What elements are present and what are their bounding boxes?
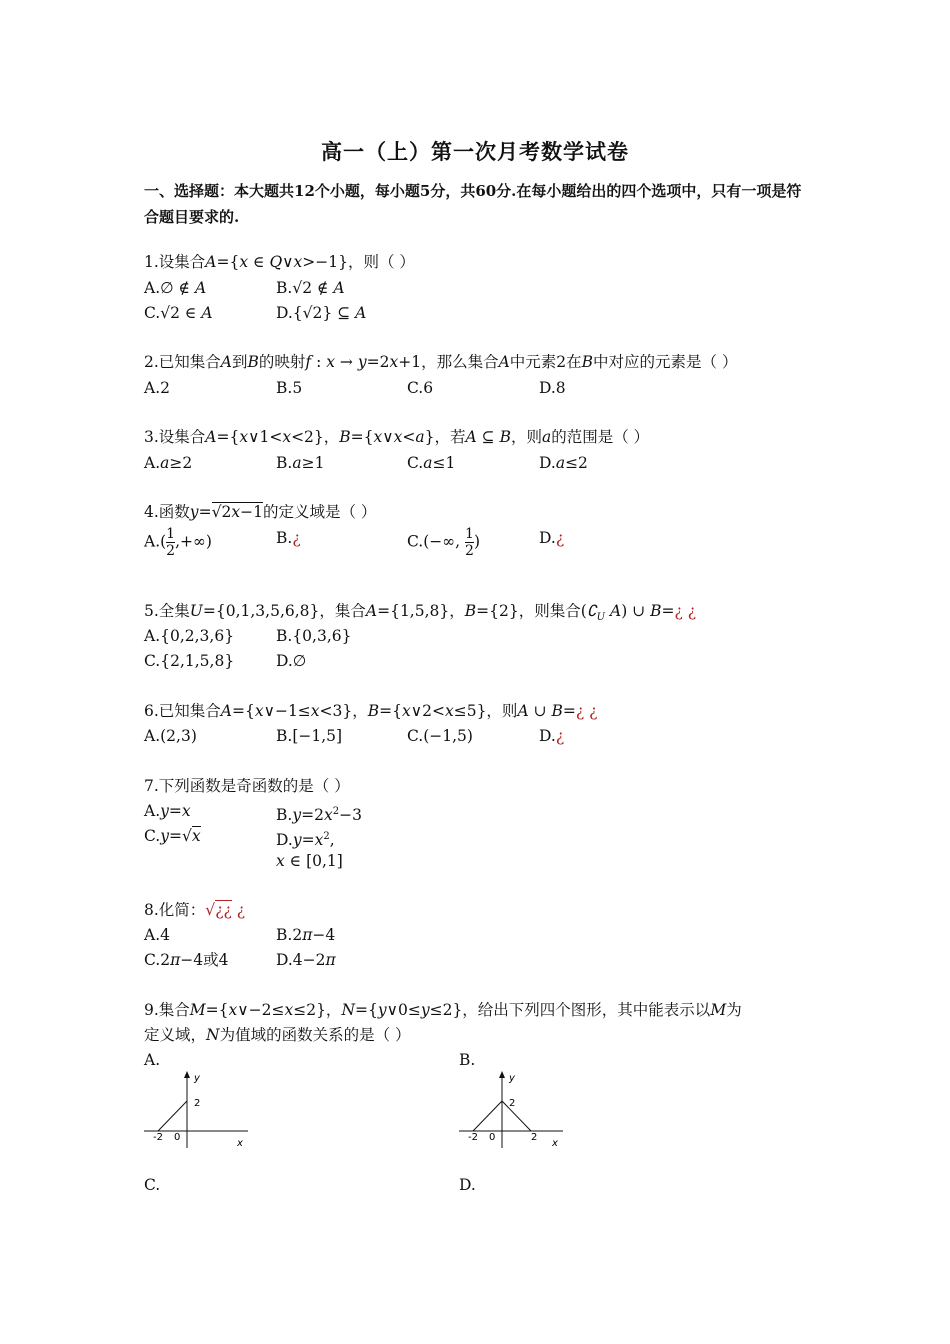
graph-b-origin: 0 <box>489 1132 496 1143</box>
question-8-option-c[interactable]: C.2π−4或4 <box>144 951 229 969</box>
question-3-option-a[interactable]: A.a≥2 <box>144 454 193 472</box>
question-1-option-a[interactable]: A.∅ ∉ A <box>144 279 207 297</box>
question-2-stem: 2.已知集合A到B的映射f : x → y=2x+1，那么集合A中元素2在B中对应的元素是（ ） <box>144 353 738 371</box>
graph-a-y-label: y <box>194 1073 200 1084</box>
section-heading: 一、选择题：本大题共12个小题，每小题5分，共60分.在每小题给出的四个选项中，只有一项是符合题目要求的. <box>144 182 802 226</box>
question-9-option-d[interactable]: D. <box>459 1176 476 1194</box>
question-8-option-a[interactable]: A.4 <box>144 926 170 944</box>
question-9-option-b[interactable]: B. <box>459 1051 476 1069</box>
question-8-option-d[interactable]: D.4−2π <box>276 951 336 969</box>
page-title: 高一（上）第一次月考数学试卷 <box>321 139 629 164</box>
question-2-option-d[interactable]: D.8 <box>539 379 566 397</box>
question-8-option-b[interactable]: B.2π−4 <box>276 926 336 944</box>
question-1-option-c[interactable]: C.√2 ∈ A <box>144 304 213 322</box>
question-7-option-d-domain: x ∈ [0,1] <box>276 852 343 870</box>
question-3-stem: 3.设集合A={x∨1<x<2}，B={x∨x<a}，若A ⊆ B，则a的范围是（ ） <box>144 428 650 446</box>
graph-a-origin: 0 <box>174 1132 181 1143</box>
question-9-stem-cont: 定义域，N为值域的函数关系的是（ ） <box>144 1026 411 1044</box>
question-9-stem: 9.集合M={x∨−2≤x≤2}，N={y∨0≤y≤2}，给出下列四个图形，其中能表示以M为 <box>144 1001 742 1019</box>
question-6-option-b[interactable]: B.[−1,5] <box>276 727 343 745</box>
question-4-option-d[interactable]: D.¿ <box>539 529 565 547</box>
question-6-option-a[interactable]: A.(2,3) <box>144 727 197 745</box>
question-4-option-c[interactable]: C.(−∞, $\frac{1}{2}$ ) <box>407 526 481 559</box>
graph-a <box>144 1068 254 1152</box>
question-6-option-c[interactable]: C.(−1,5) <box>407 727 473 745</box>
question-8-stem: 8.化简：√¿¿ ¿ <box>144 901 246 919</box>
graph-b-tick-minus-2: -2 <box>468 1132 478 1143</box>
graph-b-tick-2x: 2 <box>531 1132 538 1143</box>
graph-b-y-label: y <box>509 1073 515 1084</box>
question-9-option-c[interactable]: C. <box>144 1176 161 1194</box>
question-5-option-c[interactable]: C.{2,1,5,8} <box>144 652 235 670</box>
question-6-stem: 6.已知集合A={x∨−1≤x<3}，B={x∨2<x≤5}，则A ∪ B=¿ ¿ <box>144 702 598 720</box>
graph-a-tick-2: 2 <box>194 1098 201 1109</box>
question-4-option-a[interactable]: A.( $\frac{1}{2}$ ,+∞) <box>144 526 212 559</box>
question-2-option-a[interactable]: A.2 <box>144 379 170 397</box>
question-1-stem: 1.设集合A={x ∈ Q∨x>−1}，则（ ） <box>144 253 415 271</box>
question-5-option-d[interactable]: D.∅ <box>276 652 307 670</box>
graph-b-tick-2: 2 <box>509 1098 516 1109</box>
question-4-stem: 4.函数y=√2x−1的定义域是（ ） <box>144 503 377 521</box>
question-7-option-c[interactable]: C.y=√x <box>144 827 201 845</box>
question-3-option-c[interactable]: C.a≤1 <box>407 454 456 472</box>
question-6-option-d[interactable]: D.¿ <box>539 727 565 745</box>
question-4-option-b[interactable]: B.¿ <box>276 529 301 547</box>
question-9-option-a[interactable]: A. <box>144 1051 161 1069</box>
graph-a-x-label: x <box>237 1138 243 1149</box>
question-7-option-d[interactable]: $D.y=x^2$, <box>276 831 335 850</box>
question-1-option-d[interactable]: D.{√2} ⊆ A <box>276 304 367 322</box>
question-2-option-b[interactable]: B.5 <box>276 379 303 397</box>
graph-b-x-label: x <box>552 1138 558 1149</box>
question-3-option-b[interactable]: B.a≥1 <box>276 454 325 472</box>
graph-b <box>459 1068 569 1152</box>
question-7-option-b[interactable]: $B.y=2x^2-3$ <box>276 806 362 825</box>
question-7-stem: 7.下列函数是奇函数的是（ ） <box>144 777 350 795</box>
question-3-option-d[interactable]: D.a≤2 <box>539 454 588 472</box>
question-5-stem: 5.全集U={0,1,3,5,6,8}，集合A={1,5,8}，B={2}，则集合($∁_U$ A) ∪ B=¿ ¿ <box>144 602 697 624</box>
question-2-option-c[interactable]: C.6 <box>407 379 434 397</box>
question-7-option-a[interactable]: A.y=x <box>144 802 191 820</box>
graph-a-tick-minus-2: -2 <box>153 1132 163 1143</box>
question-5-option-b[interactable]: B.{0,3,6} <box>276 627 352 645</box>
question-1-option-b[interactable]: B.√2 ∉ A <box>276 279 345 297</box>
question-5-option-a[interactable]: A.{0,2,3,6} <box>144 627 235 645</box>
